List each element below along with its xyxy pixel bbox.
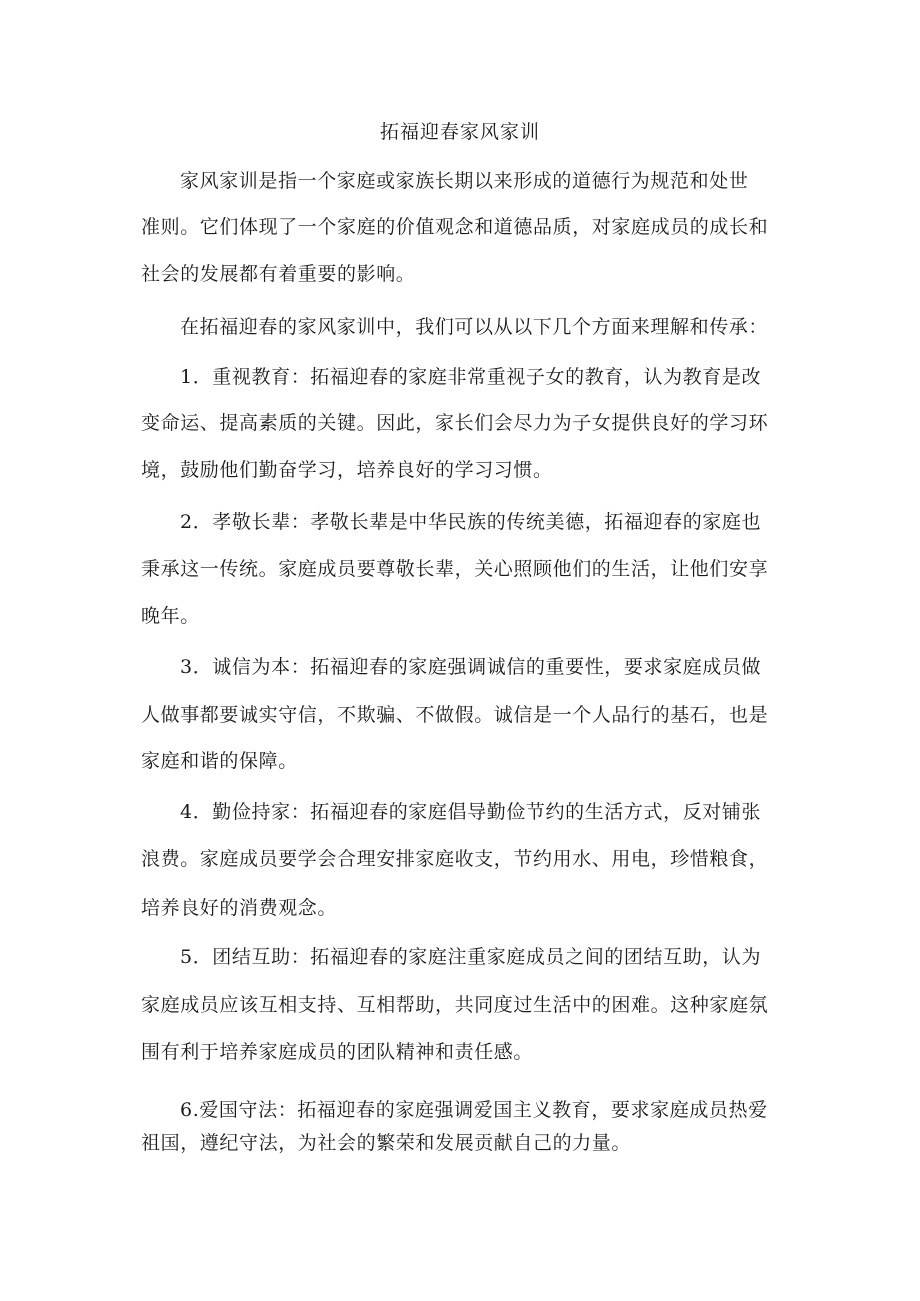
item-5-line-3: 围有利于培养家庭成员的团队精神和责任感。: [141, 1041, 534, 1063]
item-4-line-1: 4．勤俭持家：拓福迎春的家庭倡导勤俭节约的生活方式，反对铺张: [180, 801, 762, 823]
item-1-line-1: 1．重视教育：拓福迎春的家庭非常重视子女的教育，认为教育是改: [180, 366, 762, 388]
item-6-line-1: 6.爱国守法：拓福迎春的家庭强调爱国主义教育，要求家庭成员热爱: [180, 1099, 768, 1121]
item-3-line-3: 家庭和谐的保障。: [141, 750, 298, 772]
paragraph-lead-line-1: 在拓福迎春的家风家训中，我们可以从以下几个方面来理解和传承：: [180, 316, 769, 338]
item-5-line-1: 5．团结互助：拓福迎春的家庭注重家庭成员之间的团结互助，认为: [180, 946, 762, 968]
item-1-line-3: 境，鼓励他们勤奋学习，培养良好的学习习惯。: [141, 459, 553, 481]
item-2-line-3: 晚年。: [141, 605, 200, 627]
item-6-line-2: 祖国，遵纪守法，为社会的繁荣和发展贡献自己的力量。: [141, 1132, 632, 1154]
item-1-line-2: 变命运、提高素质的关键。因此，家长们会尽力为子女提供良好的学习环: [141, 412, 769, 434]
item-2-line-2: 秉承这一传统。家庭成员要尊敬长辈，关心照顾他们的生活，让他们安享: [141, 558, 769, 580]
paragraph-intro-line-3: 社会的发展都有着重要的影响。: [141, 263, 416, 285]
document-title: 拓福迎春家风家训: [379, 121, 540, 143]
item-5-line-2: 家庭成员应该互相支持、互相帮助，共同度过生活中的困难。这种家庭氛: [141, 994, 769, 1016]
item-3-line-1: 3．诚信为本：拓福迎春的家庭强调诚信的重要性，要求家庭成员做: [180, 656, 762, 678]
paragraph-intro-line-1: 家风家训是指一个家庭或家族长期以来形成的道德行为规范和处世: [180, 170, 749, 192]
item-4-line-3: 培养良好的消费观念。: [141, 897, 338, 919]
paragraph-intro-line-2: 准则。它们体现了一个家庭的价值观念和道德品质，对家庭成员的成长和: [141, 216, 769, 238]
item-3-line-2: 人做事都要诚实守信，不欺骗、不做假。诚信是一个人品行的基石，也是: [141, 704, 769, 726]
item-4-line-2: 浪费。家庭成员要学会合理安排家庭收支，节约用水、用电，珍惜粮食，: [141, 848, 769, 870]
item-2-line-1: 2．孝敬长辈：孝敬长辈是中华民族的传统美德，拓福迎春的家庭也: [180, 511, 762, 533]
